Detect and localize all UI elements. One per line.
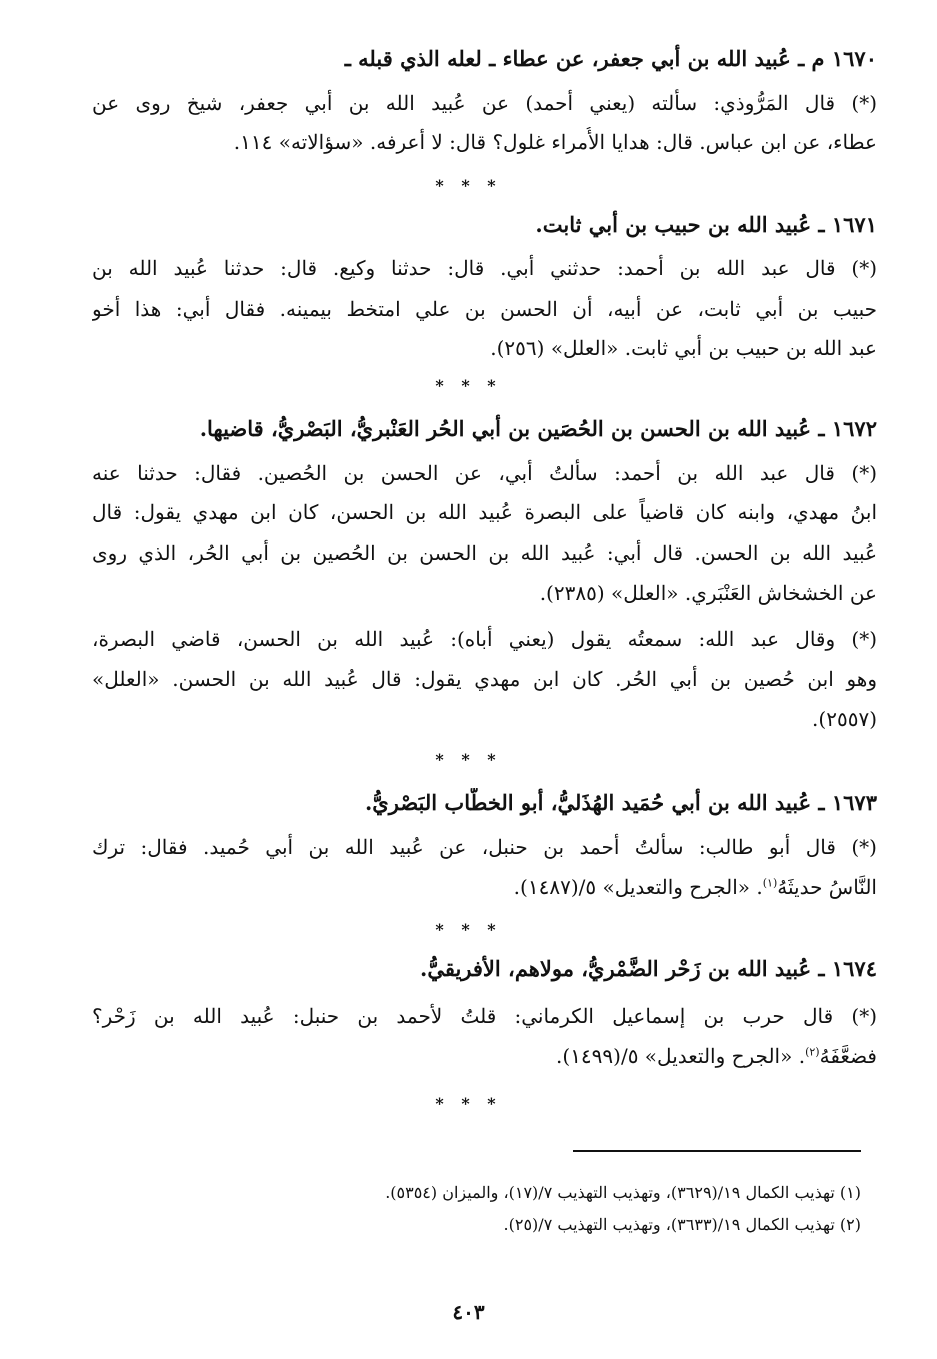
entry-text-line (92, 1041, 877, 1071)
entry-text-line: (*) قال المَرُّوذي: سألته (يعني أحمد) عن عُبيد الله بن أبي جعفر، شيخ روى عن (92, 91, 877, 115)
entry-text-line: (٢٥٥٧). (812, 707, 877, 731)
entry-text-line: (*) قال عبد الله بن أحمد: حدثني أبي. قال: حدثنا وكيع. قال: حدثنا عُبيد الله بن (92, 256, 877, 280)
section-separator: * * * (435, 1094, 502, 1113)
section-separator: * * * (435, 376, 502, 395)
page-number: ٤٠٣ (452, 1300, 485, 1324)
entry-text-line: حبيب بن أبي ثابت، عن أبيه، أن الحسن بن علي امتخط بيمينه. فقال أبي: هذا أخو (92, 297, 877, 321)
entry-text-fragment: . «الجرح والتعديل» ٥/(١٤٨٧). (513, 875, 763, 899)
entry-text-fragment: النَّاسُ حديثَهُ (777, 875, 877, 899)
entry-text-line: عن الخشخاش العَنْبَري. «العلل» (٢٣٨٥). (539, 581, 877, 605)
entry-text-line: (*) وقال عبد الله: سمعتُه يقول (يعني أباه): عُبيد الله بن الحسن، قاضي البصرة، (92, 627, 877, 651)
entry-text-line: عطاء، عن ابن عباس. قال: هدايا الأُمراء غلول؟ قال: لا أعرفه. «سؤالاته» ١١٤. (233, 130, 877, 154)
entry-text-line: (*) قال حرب بن إسماعيل الكرماني: قلتُ لأحمد بن حنبل: عُبيد الله بن زَحْر؟ (92, 1004, 877, 1028)
section-separator: * * * (435, 176, 502, 195)
entry-text-line: ابنُ مهدي، وابنه كان قاضياً على البصرة عُبيد الله بن الحسن، كان ابن مهدي يقول: قال (92, 500, 877, 524)
footnote-2: (٢) تهذيب الكمال ١٩/(٣٦٣٣)، وتهذيب التهذيب ٧/(٢٥). (503, 1215, 861, 1234)
footnote-rule (573, 1150, 861, 1152)
entry-text-line: (*) قال عبد الله بن أحمد: سألتُ أبي، عن الحسن بن الحُصين. فقال: حدثنا عنه (92, 461, 877, 485)
entry-heading-1672: ١٦٧٢ ـ عُبيد الله بن الحسن بن الحُصَين بن أبي الحُر العَنْبريُّ، البَصْريُّ، قاضيها. (199, 416, 877, 441)
footnote-ref-1[interactable]: (١) (762, 876, 778, 890)
entry-text-fragment: . «الجرح والتعديل» ٥/(١٤٩٩). (556, 1044, 806, 1068)
footnote-ref-2[interactable]: (٢) (805, 1045, 820, 1059)
section-separator: * * * (435, 920, 502, 939)
entry-text-line: عبد الله بن حبيب بن أبي ثابت. «العلل» (٢٥٦). (490, 336, 877, 360)
entry-heading-1671: ١٦٧١ ـ عُبيد الله بن حبيب بن أبي ثابت. (535, 212, 877, 237)
entry-text-line: (*) قال أبو طالب: سألتُ أحمد بن حنبل، عن عُبيد الله بن أبي حُميد. فقال: ترك (92, 835, 877, 859)
entry-text-line: عُبيد الله بن الحسن. قال أبي: عُبيد الله بن الحسن بن الحُصين بن أبي الحُر، الذي روى (92, 541, 877, 565)
section-separator: * * * (435, 750, 502, 769)
entry-text-fragment: فضعَّفَهُ (819, 1044, 877, 1068)
entry-heading-1673: ١٦٧٣ ـ عُبيد الله بن أبي حُمَيد الهُذَليُّ، أبو الخطَّاب البَصْريُّ. (365, 790, 877, 815)
entry-text-line (92, 872, 877, 902)
entry-heading-1670: ١٦٧٠ م ـ عُبيد الله بن أبي جعفر، عن عطاء ـ لعله الذي قبله ـ (344, 46, 877, 71)
footnote-1: (١) تهذيب الكمال ١٩/(٣٦٢٩)، وتهذيب التهذيب ٧/(١٧)، والميزان (٥٣٥٤). (385, 1183, 861, 1202)
entry-heading-1674: ١٦٧٤ ـ عُبيد الله بن زَحْر الضَّمْريُّ، مولاهم، الأفريقيُّ. (420, 956, 877, 981)
entry-text-line: وهو ابن حُصين بن أبي الحُر. كان ابن مهدي يقول: قال عُبيد الله بن الحسن. «العلل» (92, 667, 877, 691)
